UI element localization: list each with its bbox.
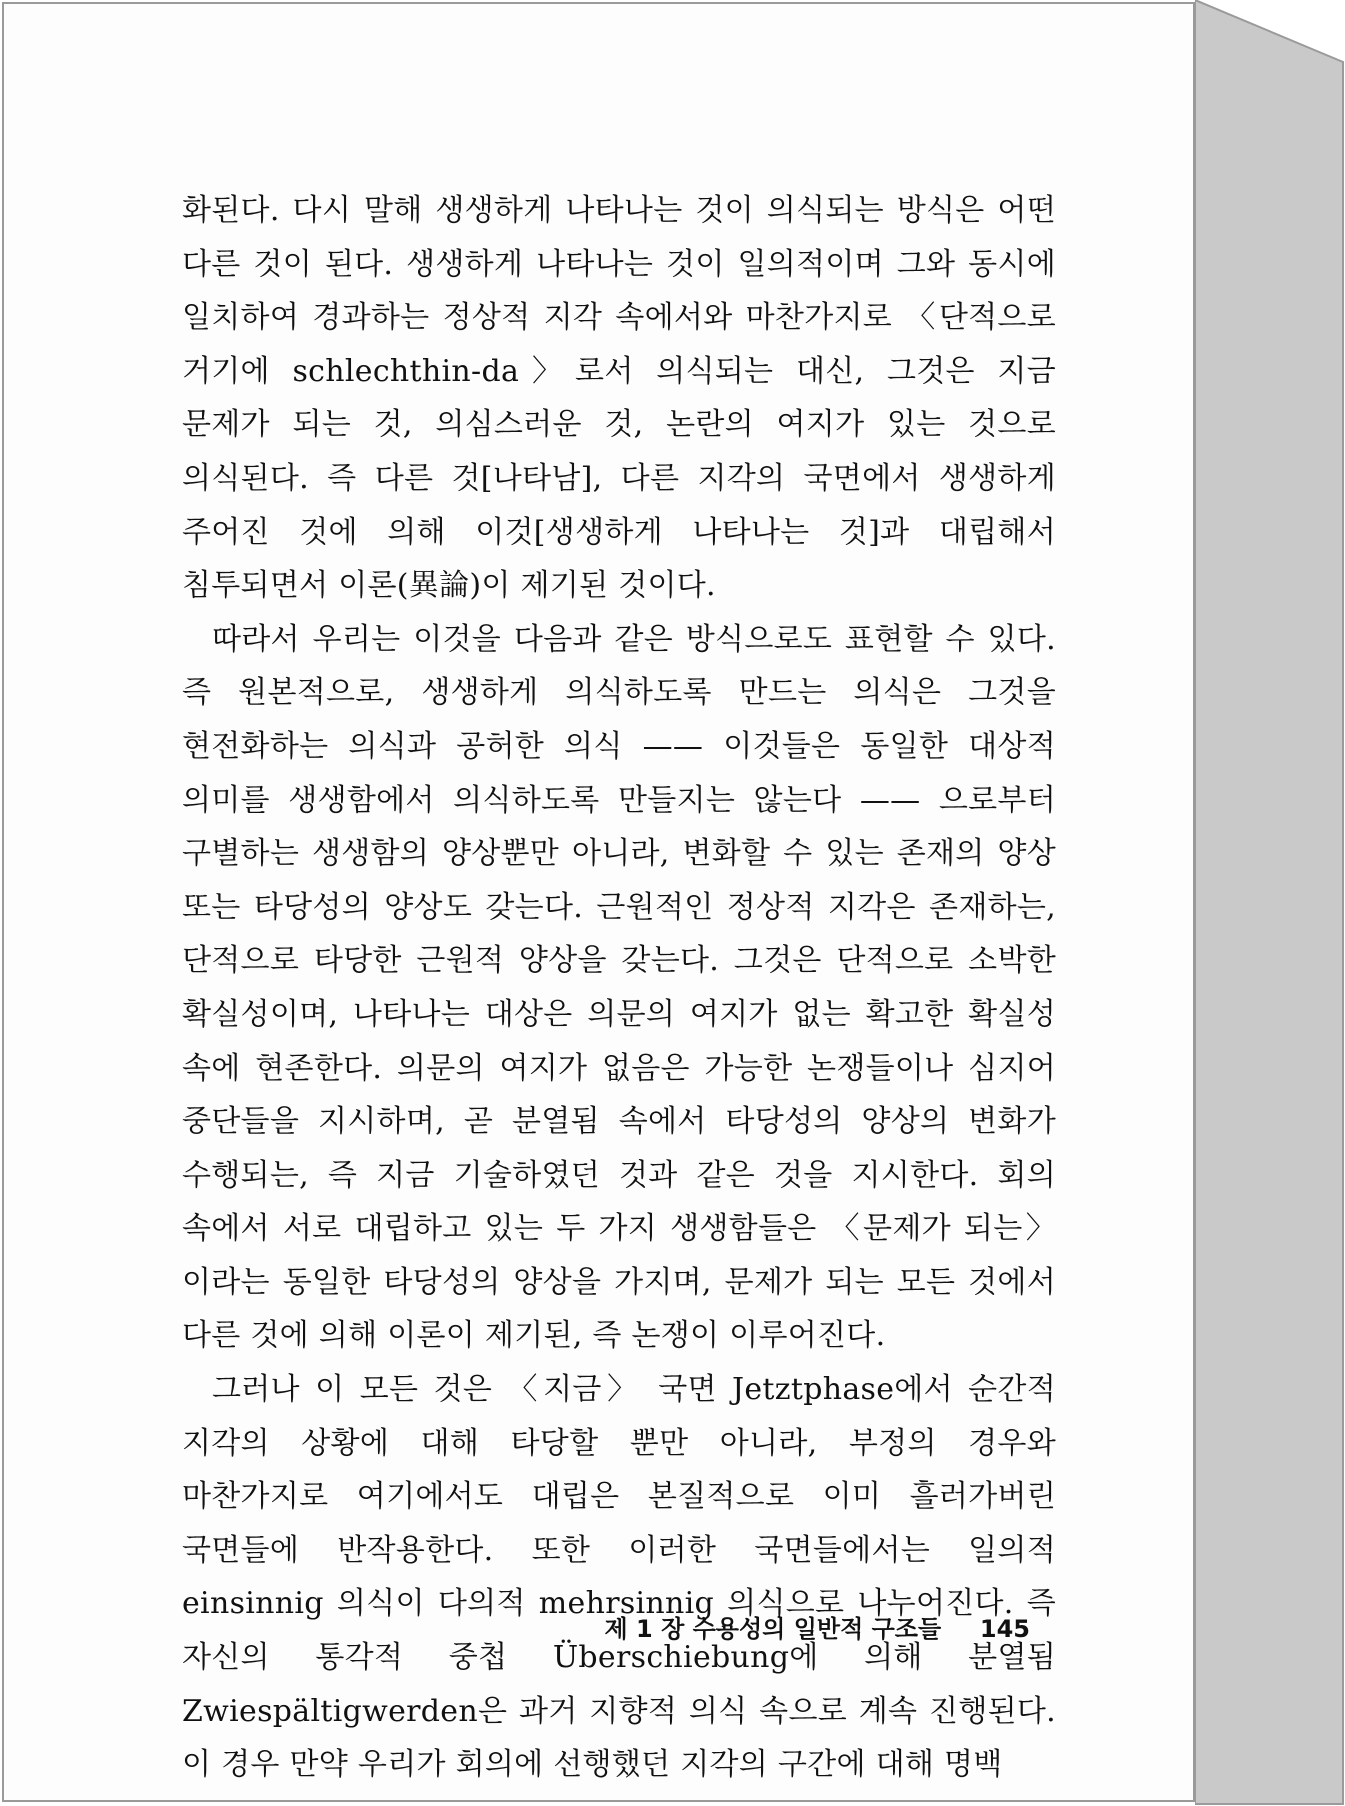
book-spine-edge <box>1195 0 1345 1806</box>
page-number: 145 <box>979 1615 1030 1643</box>
paragraph-3: 그러나 이 모든 것은 〈지금〉 국면 Jetztphase에서 순간적 지각의 상황에 대해 타당할 뿐만 아니라, 부정의 경우와 마찬가지로 여기에서도 대립은 본질적으로 이미 흘러가버린 국면들에 반작용한다. 또한 이러한 국면들에서는 일의적 einsinnig 의식이 다의적 mehrsinnig 의식으로 나누어진다. 즉 자신의 통각적 중첩 Überschiebung에 의해 분열됨 Zwiespältigwerden은 과거 지향적 의식 속으로 계속 진행된다. 이 경우 만약 우리가 회의에 선행했던 지각의 구간에 대해 명백 <box>182 1372 1056 1783</box>
footer-chapter-title: 수용성의 일반적 구조들 <box>692 1615 942 1643</box>
running-footer <box>600 1609 1030 1644</box>
paragraph-1: 화된다. 다시 말해 생생하게 나타나는 것이 의식되는 방식은 어떤 다른 것이 된다. 생생하게 나타나는 것이 일의적이며 그와 동시에 일치하여 경과하는 정상적 지각 속에서와 마찬가지로 〈단적으로 거기에 schlechthin-da〉로서 의식되는 대신, 그것은 지금 문제가 되는 것, 의심스러운 것, 논란의 여지가 있는 것으로 의식된다. 즉 다른 것[나타남], 다른 지각의 국면에서 생생하게 주어진 것에 의해 이것[생생하게 나타나는 것]과 대립해서 침투되면서 이론(異論)이 제기된 것이다. <box>182 193 1056 604</box>
body-text <box>182 184 1056 1792</box>
footer-chapter: 제 1 장 <box>604 1615 685 1643</box>
paragraph-2: 따라서 우리는 이것을 다음과 같은 방식으로도 표현할 수 있다. 즉 원본적으로, 생생하게 의식하도록 만드는 의식은 그것을 현전화하는 의식과 공허한 의식 —— 이것들은 동일한 대상적 의미를 생생함에서 의식하도록 만들지는 않는다 —— 으로부터 구별하는 생생함의 양상뿐만 아니라, 변화할 수 있는 존재의 양상 또는 타당성의 양상도 갖는다. 근원적인 정상적 지각은 존재하는, 단적으로 타당한 근원적 양상을 갖는다. 그것은 단적으로 소박한 확실성이며, 나타나는 대상은 의문의 여지가 없는 확고한 확실성 속에 현존한다. 의문의 여지가 없음은 가능한 논쟁들이나 심지어 중단들을 지시하며, 곧 분열됨 속에서 타당성의 양상의 변화가 수행되는, 즉 지금 기술하였던 것과 같은 것을 지시한다. 회의 속에서 서로 대립하고 있는 두 가지 생생함들은 〈문제가 되는〉이라는 동일한 타당성의 양상을 가지며, 문제가 되는 모든 것에서 다른 것에 의해 이론이 제기된, 즉 논쟁이 이루어진다. <box>182 621 1056 1354</box>
